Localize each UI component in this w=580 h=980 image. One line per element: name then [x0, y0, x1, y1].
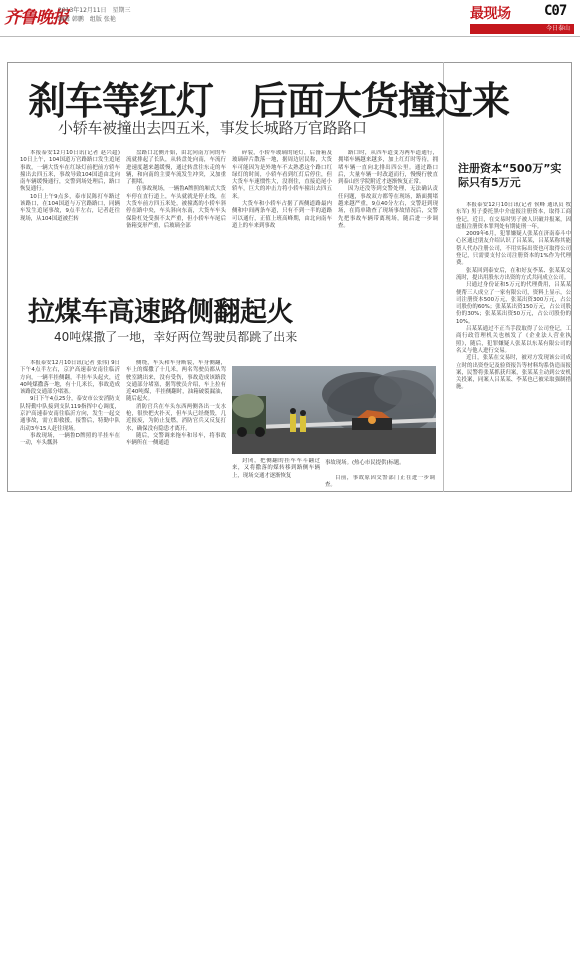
paragraph: 大货车和小轿车占据了西侧道路最内侧和中间两条车道，只有不到一半的道路可以通行，正值上班高峰期，由北向南车道上的车来到事故 — [232, 201, 332, 229]
paragraph: 侧绕，车头和车身断裂，车身侧翻，车上的煤撒了十几米，两名驾驶员都从驾驶室跳出来，没有受伤，事故造成该路段交通部分堵塞，据驾驶员介绍，车上拉有近40吨煤，半挂侧翻时，油箱破裂漏油，随后起火。 — [126, 360, 226, 403]
paragraph: 10日上午9点多，泰市民陈打车路过该路口，在104国道与万官路路口，同辆车发生追尾事故，9点半左右，记者赶往现场，从104国道被拦转 — [20, 193, 120, 222]
article2-headline: 拉煤车高速路侧翻起火 — [28, 297, 293, 328]
paragraph: 目前，事故原因交警部门正在进一步调查。 — [325, 475, 435, 489]
header-rule — [0, 36, 580, 37]
paragraph: 事故现场，一辆鲁D牌照的半挂车在一动，车头瓢斜 — [20, 432, 120, 447]
paragraph: 封闭，把侧翻的挂车车斗翻过来，又将撒落的煤转移到路侧车辆上，现场交通才逐渐恢复 — [232, 458, 320, 479]
paragraph: 张某回到泰安后，在和好友李某、张某某交流时，提出用股东方出资的方式共同成立公司。 — [456, 267, 571, 281]
paragraph: 碎裂，小轿车玻璃的尾灯，后备箱及玻璃碎片散落一地，据周边居民称，大货车可能因为是外地车不太熟悉这个路口红绿灯的时间，小轿车看到红灯后停住，但大货车车速惯性大，没刹住，直接追尾小轿车，巨大的冲击力将小轿车撞出去四五米。 — [232, 150, 332, 200]
page-header — [0, 0, 580, 36]
page-number: C07 — [544, 3, 567, 19]
section-title: 最现场 — [470, 6, 511, 22]
issue-date: 2013年12月11日 星期三 — [58, 7, 131, 14]
paragraph: 随后，交警调来拖车和吊车，将事故车辆所在一侧通道 — [126, 432, 226, 447]
side-article-body — [456, 202, 571, 620]
accident-photo — [232, 366, 436, 454]
paragraph: 因为还没等到交警处理，无法确认责任问题，事故双方都等在现场，路面拥堵越来越严重，9点40分左右，交警赶到现场，在简单勘查了现场事故情况后，交警先把事故车辆带离现场，随后进一步调查。 — [338, 186, 438, 229]
paragraph: 盘路口北侧开始，由北向南方向的车流就排起了长队，从转盘处向南，车流行进速度越来越缓慢，通过转盘往东走的车辆，和向南的主要车流发生冲突，又加重了拥堵。 — [126, 150, 226, 186]
paragraph: 只通过身份证和5万元的代理费用，吕某某便帮三人成立了一家有限公司，资料上显示，公司注册资本500万元，张某出资300万元，占公司股份的60%；张某某出资150万元，占公司股份的30%；张某某出资50万元，占公司股份的10%。 — [456, 282, 571, 325]
side-article-headline: 注册资本“500万”实际只有5万元 — [458, 162, 562, 189]
paragraph: 2009年6月，犯罪嫌疑人张某在济南泰斗中心区通过朋友介绍认识了吕某某，吕某某称其能帮人代办注册公司，不用实际出资也可取得公司登记，只需要支付公司注册资本的1%作为代理费。 — [456, 231, 571, 267]
article1-subhead: 小轿车被撞出去四五米，事发长城路万官路路口 — [58, 119, 367, 137]
paragraph: 本报泰安12月10日讯(记者 赵兴超) 10日上午，104国道万官路路口发生追尾事故，一辆大货车在红绿灯前把前方轿车撞出去四五米，事故导致104国道由北向南车辆缓慢通行，交警到场处理后，路口恢复通行。 — [20, 150, 120, 193]
article1-column-4 — [338, 150, 438, 278]
paragraph: 路口时，从四车道变为两车道通行，拥堵车辆越来越多，加上红灯时等待，拥堵车辆一直向北排出四公里。通过路口后，大量车辆一时改道而行，慢慢行驶直到泰山医学院附近才逐渐恢复正常。 — [338, 150, 438, 186]
article2-column-2 — [126, 360, 226, 485]
paragraph: 在事故现场，一辆鲁A牌照的厢式大货车停在直行道上，车头就就是停止线，在大货车前方四五米处，被撞离的小轿车斜停在路中央，车头斜向东南，大货车车头保险杠处受损不太严重，但小轿车车尾后备箱变形严重，后玻璃全部 — [126, 186, 226, 229]
edition-bar: 今日泰山 — [470, 24, 574, 34]
paragraph: 近日，张某在交易时，被对方发现该公司成立时的出资登记及验资报告等材料均系伪造而报案，民警将张某抓获归案，张某某主动到公安机关投案，同案人吕某某、李某也已被采取强制措施。 — [456, 355, 571, 391]
photo-caption: 事故现场。(热心市民提供)标题。 — [325, 460, 405, 466]
article2-column-3 — [232, 458, 320, 488]
accident-photo-graphic — [232, 366, 436, 454]
article1-column-3 — [232, 150, 332, 278]
paragraph: 9日下午4点25分，泰安市公安消防支队特勤中队接到支队119指挥中心调度，京沪高速泰安南往临沂方向，发生一起交通事故，需立即救援，接警后，特勤中队出动3车15人赶往现场。 — [20, 396, 120, 432]
article2-column-4 — [325, 475, 435, 489]
paragraph: 本报泰安12月10日讯(记者 张伟) 9日下午4点半左右，京沪高速泰安南往临沂方向，一辆半挂侧翻，半挂车头起火，近40吨煤撒落一地，有十几米长，事故造成该路段交通部分堵塞。 — [20, 360, 120, 396]
article1-column-1 — [20, 150, 120, 278]
masthead-logo: 齐鲁晚报 — [4, 8, 68, 28]
column-divider — [443, 62, 444, 492]
paragraph: 消防官兵在车头东西两侧各出一支水枪，很快把火扑灭，但车头已经烧毁，几近报废，为防止复燃，消防官兵又反复打水，确保没有隐患才离开。 — [126, 403, 226, 432]
paragraph: 吕某某通过不正当手段取得了公司登记，工商行政管理机关也核发了《企业法人营业执照》，随后，犯罪嫌疑人张某以东某有限公司的名义与他人进行交易。 — [456, 326, 571, 354]
article2-column-1 — [20, 360, 120, 485]
article2-subhead: 40吨煤撒了一地，幸好两位驾驶员都跳了出来 — [54, 330, 298, 344]
article1-column-2 — [126, 150, 226, 278]
article1-headline: 刹车等红灯 后面大货撞过来 — [28, 79, 510, 123]
editor-credits: 编辑 韩鹏 组版 张艳 — [58, 16, 116, 23]
paragraph: 本报泰安12月10日讯(记者 侯峰 通讯员 牧东军) 男子委托黑中介虚报注册资本，取得工商登记，近日，在交易时男子被人识破并报案，因虚报注册资本罪判处有期徒刑一年。 — [456, 202, 571, 230]
